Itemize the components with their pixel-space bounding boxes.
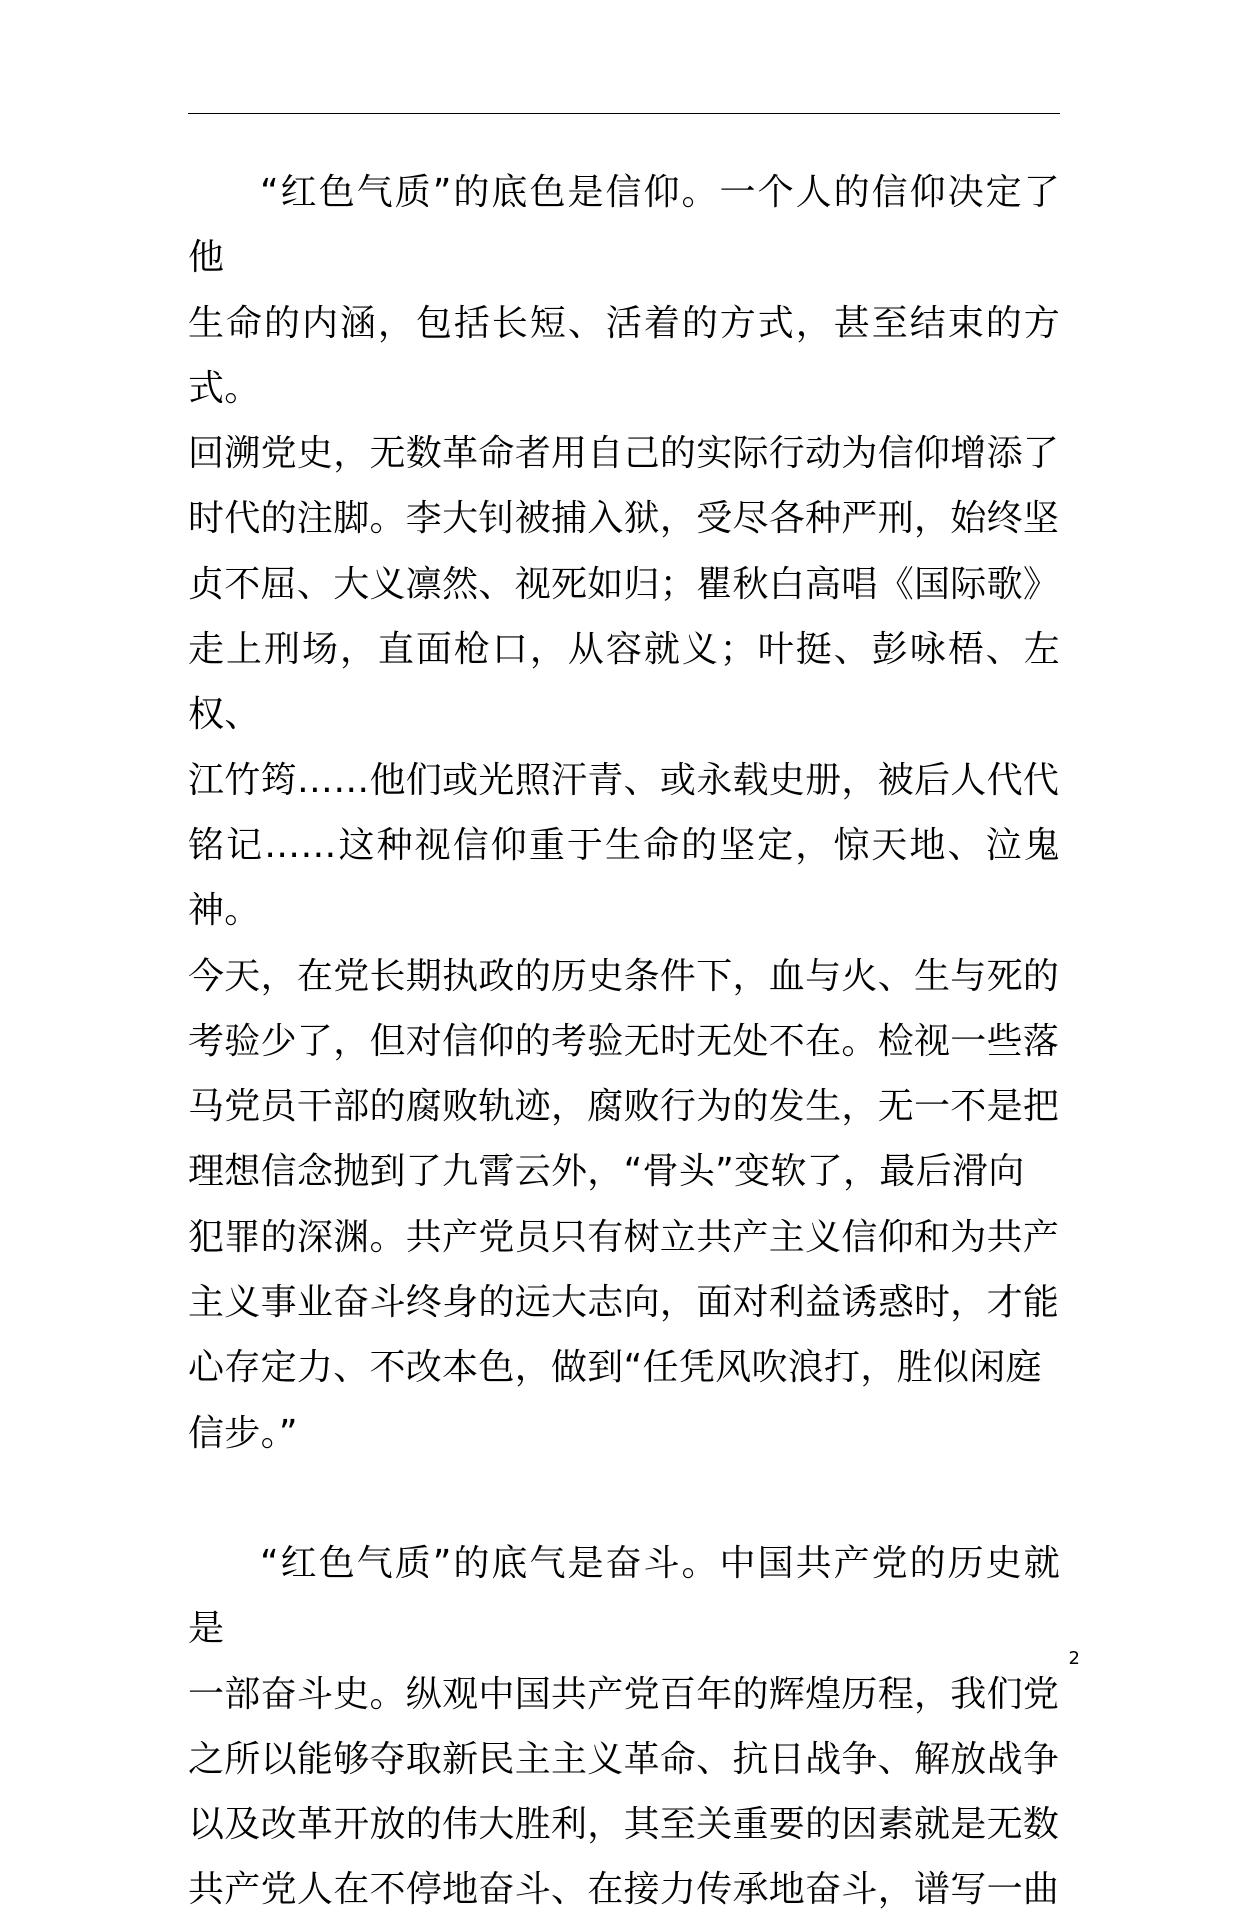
paragraph-struggle: “红色气质”的底气是奋斗。中国共产党的历史就是 一部奋斗史。纵观中国共产党百年的辉煌历程，我们党 之所以能够夺取新民主主义革命、抗日战争、解放战争 以及改革开放的伟大胜利，其至关重要的因素就是无数 共产党人在不停地奋斗、在接力传承地奋斗，谱写一曲	[188, 1542, 1060, 1911]
page-number: 2	[1068, 1648, 1080, 1669]
header-rule	[188, 113, 1060, 114]
paragraph-faith: “红色气质”的底色是信仰。一个人的信仰决定了他 生命的内涵，包括长短、活着的方式，甚至结束的方式。 回溯党史，无数革命者用自己的实际行动为信仰增添了 时代的注脚。李大钊被捕入狱，受尽各种严刑，始终坚 贞不屈、大义凛然、视死如归；瞿秋白高唱《国际歌》 走上刑场，直面枪口，从容就义；叶挺、彭咏梧、左权、 江竹筠……他们或光照汗青、或永载史册，被后人代代 铭记……这种视信仰重于生命的坚定，惊天地、泣鬼神。 今天，在党长期执政的历史条件下，血与火、生与死的 考验少了，但对信仰的考验无时无处不在。检视一些落 马党员干部的腐败轨迹，腐败行为的发生，无一不是把 理想信念抛到了九霄云外，“骨头”变软了，最后滑向 犯罪的深渊。共产党员只有树立共产主义信仰和为共产 主义事业奋斗终身的远大志向，面对利益诱惑时，才能 心存定力、不改本色，做到“任凭风吹浪打，胜似闲庭 信步。”	[188, 172, 1060, 1454]
page-body	[188, 160, 1060, 1923]
